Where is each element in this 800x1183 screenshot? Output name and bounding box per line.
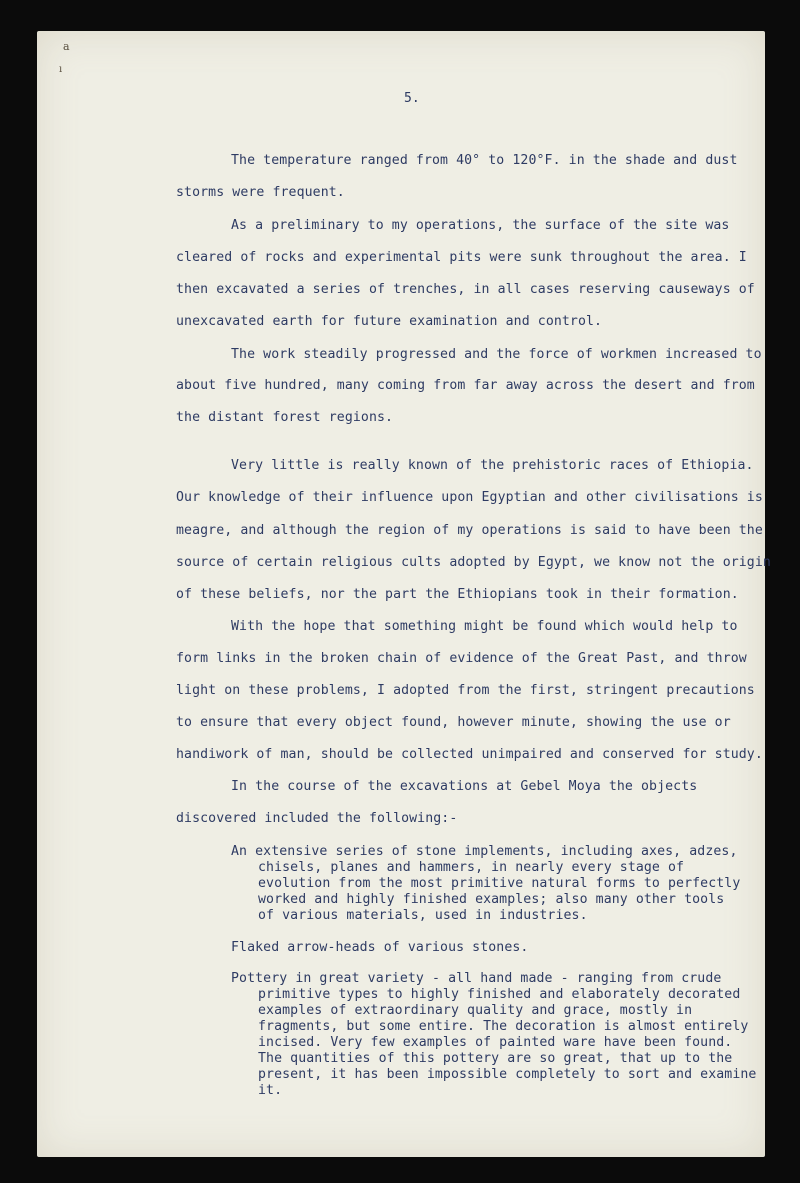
text-line: storms were frequent. [176, 185, 345, 200]
document-page [37, 31, 771, 1157]
text-line: discovered included the following:- [176, 811, 458, 826]
list-item-line: Flaked arrow-heads of various stones. [231, 940, 529, 955]
text-line: unexcavated earth for future examination and control. [176, 314, 603, 329]
list-item-line: it. [258, 1083, 283, 1098]
text-line: form links in the broken chain of evidence of the Great Past, and throw [176, 651, 747, 666]
text-line: cleared of rocks and experimental pits were sunk throughout the area. I [176, 250, 747, 265]
list-item-line: fragments, but some entire. The decoration is almost entirely [258, 1019, 749, 1034]
list-item-line: incised. Very few examples of painted ware have been found. [258, 1035, 733, 1050]
text-line: to ensure that every object found, however minute, showing the use or [176, 715, 731, 730]
list-item-line: worked and highly finished examples; also many other tools [258, 892, 725, 907]
text-line: Very little is really known of the prehistoric races of Ethiopia. [231, 458, 754, 473]
text-line: source of certain religious cults adopted by Egypt, we know not the origin [176, 555, 771, 570]
list-item-line: examples of extraordinary quality and grace, mostly in [258, 1003, 693, 1018]
text-line: handiwork of man, should be collected unimpaired and conserved for study. [176, 747, 763, 762]
text-line: light on these problems, I adopted from the first, stringent precautions [176, 683, 755, 698]
list-item-line: evolution from the most primitive natural forms to perfectly [258, 876, 741, 891]
list-item-line: present, it has been impossible completely to sort and examine [258, 1067, 757, 1082]
list-item-line: Pottery in great variety - all hand made - ranging from crude [231, 971, 722, 986]
text-line: As a preliminary to my operations, the surface of the site was [231, 218, 730, 233]
list-item-line: primitive types to highly finished and elaborately decorated [258, 987, 741, 1002]
text-line: about five hundred, many coming from far away across the desert and from [176, 378, 755, 393]
text-line: In the course of the excavations at Gebel Moya the objects [231, 779, 698, 794]
text-line: With the hope that something might be found which would help to [231, 619, 738, 634]
page-number: 5. [404, 91, 420, 106]
text-line: meagre, and although the region of my operations is said to have been the [176, 523, 763, 538]
text-line: the distant forest regions. [176, 410, 394, 425]
text-line: of these beliefs, nor the part the Ethiopians took in their formation. [176, 587, 739, 602]
text-line: The temperature ranged from 40° to 120°F. in the shade and dust [231, 153, 738, 168]
list-item-line: of various materials, used in industries. [258, 908, 588, 923]
text-line: The work steadily progressed and the force of workmen increased to [231, 347, 762, 362]
text-line: Our knowledge of their influence upon Egyptian and other civilisations is [176, 490, 763, 505]
margin-mark: ı [59, 64, 63, 75]
text-line: then excavated a series of trenches, in all cases reserving causeways of [176, 282, 755, 297]
margin-mark: a [63, 40, 70, 53]
list-item-line: The quantities of this pottery are so great, that up to the [258, 1051, 733, 1066]
list-item-line: chisels, planes and hammers, in nearly every stage of [258, 860, 685, 875]
list-item-line: An extensive series of stone implements, including axes, adzes, [231, 844, 738, 859]
